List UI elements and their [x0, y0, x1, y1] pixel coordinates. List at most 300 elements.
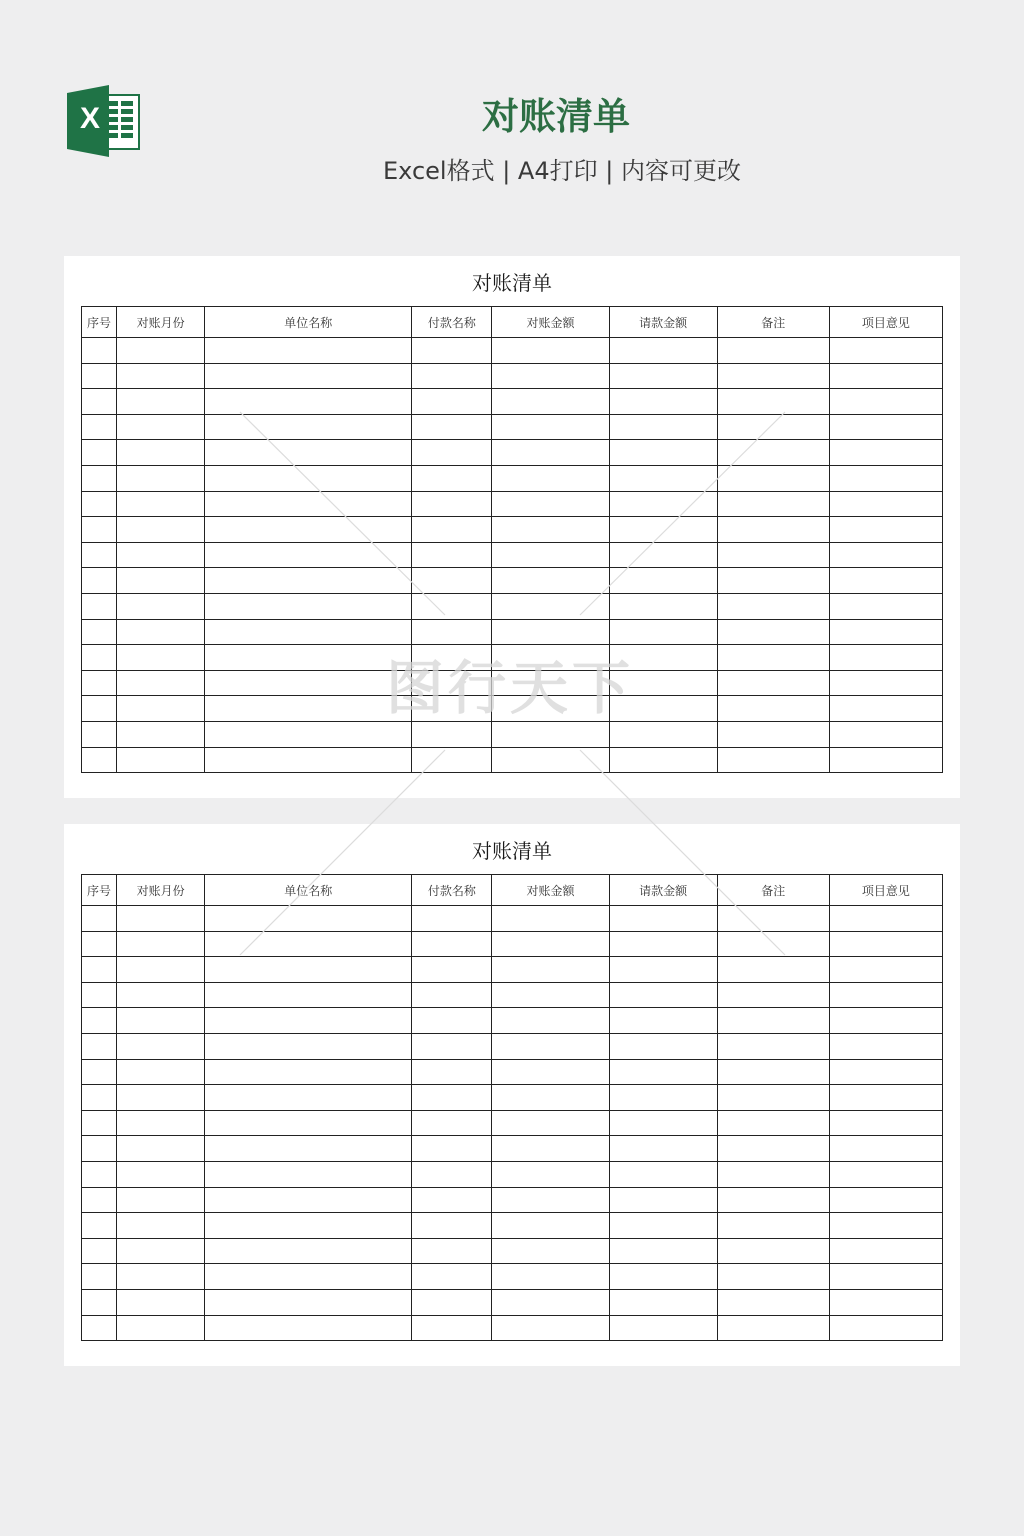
table-cell[interactable] — [82, 906, 117, 932]
table-cell[interactable] — [492, 670, 609, 696]
table-cell[interactable] — [117, 414, 205, 440]
table-cell[interactable] — [492, 982, 609, 1008]
table-cell[interactable] — [205, 414, 412, 440]
table-cell[interactable] — [205, 1264, 412, 1290]
table-cell[interactable] — [609, 957, 717, 983]
table-cell[interactable] — [492, 1059, 609, 1085]
table-cell[interactable] — [717, 1213, 829, 1239]
table-cell[interactable] — [205, 696, 412, 722]
table-cell[interactable] — [829, 389, 942, 415]
table-cell[interactable] — [205, 1161, 412, 1187]
table-cell[interactable] — [82, 440, 117, 466]
table-cell[interactable] — [412, 1187, 492, 1213]
table-cell[interactable] — [412, 619, 492, 645]
table-row — [82, 982, 943, 1008]
table-cell[interactable] — [609, 931, 717, 957]
table-cell[interactable] — [492, 721, 609, 747]
table-cell[interactable] — [412, 491, 492, 517]
sheet-preview-1 — [64, 256, 960, 798]
table-cell[interactable] — [205, 1059, 412, 1085]
table-cell[interactable] — [205, 906, 412, 932]
table-cell[interactable] — [609, 1110, 717, 1136]
table-body — [82, 338, 943, 773]
table-cell[interactable] — [117, 721, 205, 747]
table-cell[interactable] — [412, 389, 492, 415]
table-cell[interactable] — [117, 1264, 205, 1290]
table-cell[interactable] — [829, 1008, 942, 1034]
table-cell[interactable] — [412, 1213, 492, 1239]
table-cell[interactable] — [717, 1059, 829, 1085]
table-cell[interactable] — [117, 747, 205, 773]
table-row — [82, 645, 943, 671]
table-cell[interactable] — [117, 1161, 205, 1187]
table-cell[interactable] — [829, 1033, 942, 1059]
table-cell[interactable] — [205, 491, 412, 517]
table-cell[interactable] — [117, 1289, 205, 1315]
table-cell[interactable] — [492, 957, 609, 983]
table-cell[interactable] — [82, 1213, 117, 1239]
table-cell[interactable] — [609, 1033, 717, 1059]
table-cell[interactable] — [82, 982, 117, 1008]
table-cell[interactable] — [117, 440, 205, 466]
table-cell[interactable] — [609, 982, 717, 1008]
table-cell[interactable] — [205, 1136, 412, 1162]
table-cell[interactable] — [412, 1110, 492, 1136]
table-cell[interactable] — [117, 517, 205, 543]
table-cell[interactable] — [829, 1264, 942, 1290]
table-cell[interactable] — [412, 696, 492, 722]
table-cell[interactable] — [829, 1136, 942, 1162]
table-cell[interactable] — [492, 338, 609, 364]
table-cell[interactable] — [205, 1008, 412, 1034]
table-cell[interactable] — [205, 1315, 412, 1341]
table-cell[interactable] — [717, 338, 829, 364]
table-cell[interactable] — [412, 1085, 492, 1111]
table-cell[interactable] — [717, 1008, 829, 1034]
table-cell[interactable] — [609, 696, 717, 722]
table-cell[interactable] — [492, 542, 609, 568]
table-cell[interactable] — [117, 1315, 205, 1341]
table-cell[interactable] — [829, 1085, 942, 1111]
table-cell[interactable] — [82, 1264, 117, 1290]
table-row — [82, 1059, 943, 1085]
table-cell[interactable] — [205, 1238, 412, 1264]
table-cell[interactable] — [412, 906, 492, 932]
table-cell[interactable] — [412, 1315, 492, 1341]
table-cell[interactable] — [717, 491, 829, 517]
table-cell[interactable] — [829, 1315, 942, 1341]
table-cell[interactable] — [82, 1238, 117, 1264]
table-cell[interactable] — [412, 1136, 492, 1162]
table-cell[interactable] — [412, 363, 492, 389]
table-cell[interactable] — [412, 517, 492, 543]
table-cell[interactable] — [609, 414, 717, 440]
table-cell[interactable] — [117, 619, 205, 645]
table-cell[interactable] — [829, 721, 942, 747]
table-cell[interactable] — [205, 619, 412, 645]
table-cell[interactable] — [117, 1008, 205, 1034]
table-cell[interactable] — [717, 1033, 829, 1059]
table-cell[interactable] — [82, 645, 117, 671]
table-cell[interactable] — [717, 1187, 829, 1213]
table-cell[interactable] — [717, 440, 829, 466]
table-cell[interactable] — [829, 670, 942, 696]
table-cell[interactable] — [717, 982, 829, 1008]
table-cell[interactable] — [82, 517, 117, 543]
table-cell[interactable] — [717, 906, 829, 932]
table-cell[interactable] — [117, 568, 205, 594]
table-cell[interactable] — [205, 389, 412, 415]
excel-logo-letter: X — [79, 102, 100, 135]
table-cell[interactable] — [829, 931, 942, 957]
table-cell[interactable] — [492, 593, 609, 619]
table-cell[interactable] — [609, 1238, 717, 1264]
table-cell[interactable] — [82, 542, 117, 568]
table-cell[interactable] — [492, 440, 609, 466]
table-cell[interactable] — [829, 906, 942, 932]
table-cell[interactable] — [829, 982, 942, 1008]
table-cell[interactable] — [829, 491, 942, 517]
table-cell[interactable] — [82, 568, 117, 594]
table-cell[interactable] — [829, 1213, 942, 1239]
table-cell[interactable] — [117, 696, 205, 722]
table-cell[interactable] — [492, 1289, 609, 1315]
table-cell[interactable] — [117, 1085, 205, 1111]
table-cell[interactable] — [412, 957, 492, 983]
table-cell[interactable] — [492, 517, 609, 543]
page-title: 对账清单 — [482, 95, 630, 138]
table-cell[interactable] — [82, 491, 117, 517]
table-cell[interactable] — [117, 542, 205, 568]
table-cell[interactable] — [492, 1213, 609, 1239]
table-cell[interactable] — [117, 957, 205, 983]
table-cell[interactable] — [492, 906, 609, 932]
table-cell[interactable] — [717, 389, 829, 415]
table-cell[interactable] — [412, 982, 492, 1008]
table-cell[interactable] — [829, 414, 942, 440]
table-cell[interactable] — [829, 568, 942, 594]
table-row — [82, 931, 943, 957]
table-cell[interactable] — [717, 1110, 829, 1136]
table-cell[interactable] — [609, 747, 717, 773]
table-cell[interactable] — [717, 931, 829, 957]
table-cell[interactable] — [205, 465, 412, 491]
table-cell[interactable] — [412, 1008, 492, 1034]
table-cell[interactable] — [492, 1315, 609, 1341]
table-row — [82, 747, 943, 773]
table-cell[interactable] — [82, 1315, 117, 1341]
table-cell[interactable] — [609, 906, 717, 932]
table-cell[interactable] — [492, 696, 609, 722]
table-cell[interactable] — [829, 363, 942, 389]
table-cell[interactable] — [492, 619, 609, 645]
table-cell[interactable] — [717, 1238, 829, 1264]
table-cell[interactable] — [717, 696, 829, 722]
table-cell[interactable] — [82, 1187, 117, 1213]
table-cell[interactable] — [609, 593, 717, 619]
table-cell[interactable] — [609, 338, 717, 364]
table-cell[interactable] — [492, 1238, 609, 1264]
table-cell[interactable] — [205, 1289, 412, 1315]
table-cell[interactable] — [117, 931, 205, 957]
table-cell[interactable] — [717, 1264, 829, 1290]
table-row — [82, 1033, 943, 1059]
table-cell[interactable] — [82, 465, 117, 491]
table-cell[interactable] — [117, 491, 205, 517]
table-cell[interactable] — [717, 1085, 829, 1111]
table-cell[interactable] — [205, 593, 412, 619]
table-cell[interactable] — [609, 1008, 717, 1034]
table-cell[interactable] — [492, 1008, 609, 1034]
table-cell[interactable] — [717, 414, 829, 440]
table-cell[interactable] — [412, 721, 492, 747]
table-cell[interactable] — [829, 593, 942, 619]
table-cell[interactable] — [609, 542, 717, 568]
table-cell[interactable] — [117, 363, 205, 389]
table-cell[interactable] — [609, 1187, 717, 1213]
table-cell[interactable] — [717, 1161, 829, 1187]
table-cell[interactable] — [82, 619, 117, 645]
column-header-requested-amount: 请款金额 — [609, 875, 717, 906]
table-cell[interactable] — [205, 645, 412, 671]
table-cell[interactable] — [412, 414, 492, 440]
table-cell[interactable] — [82, 670, 117, 696]
table-cell[interactable] — [82, 1059, 117, 1085]
table-cell[interactable] — [609, 389, 717, 415]
table-cell[interactable] — [412, 931, 492, 957]
table-row — [82, 517, 943, 543]
table-cell[interactable] — [609, 1059, 717, 1085]
table-row — [82, 619, 943, 645]
table-cell[interactable] — [82, 414, 117, 440]
table-cell[interactable] — [117, 906, 205, 932]
table-cell[interactable] — [492, 931, 609, 957]
table-cell[interactable] — [492, 414, 609, 440]
table-cell[interactable] — [82, 931, 117, 957]
table-cell[interactable] — [205, 363, 412, 389]
table-cell[interactable] — [609, 568, 717, 594]
table-cell[interactable] — [492, 1085, 609, 1111]
table-cell[interactable] — [609, 491, 717, 517]
table-cell[interactable] — [829, 957, 942, 983]
table-cell[interactable] — [117, 1059, 205, 1085]
table-cell[interactable] — [82, 593, 117, 619]
table-cell[interactable] — [205, 1033, 412, 1059]
table-cell[interactable] — [82, 363, 117, 389]
table-cell[interactable] — [609, 1289, 717, 1315]
table-cell[interactable] — [829, 338, 942, 364]
table-cell[interactable] — [829, 1110, 942, 1136]
table-cell[interactable] — [829, 645, 942, 671]
table-cell[interactable] — [492, 1110, 609, 1136]
table-cell[interactable] — [492, 1264, 609, 1290]
sheet-title: 对账清单 — [472, 839, 552, 863]
table-row — [82, 491, 943, 517]
table-cell[interactable] — [829, 542, 942, 568]
table-cell[interactable] — [412, 670, 492, 696]
table-cell[interactable] — [412, 542, 492, 568]
table-cell[interactable] — [717, 1136, 829, 1162]
table-cell[interactable] — [717, 517, 829, 543]
table-cell[interactable] — [717, 670, 829, 696]
table-cell[interactable] — [717, 1315, 829, 1341]
table-cell[interactable] — [117, 1033, 205, 1059]
table-cell[interactable] — [492, 389, 609, 415]
table-cell[interactable] — [205, 1213, 412, 1239]
table-cell[interactable] — [82, 338, 117, 364]
table-cell[interactable] — [205, 1187, 412, 1213]
table-cell[interactable] — [82, 1085, 117, 1111]
table-cell[interactable] — [492, 465, 609, 491]
table-cell[interactable] — [829, 1187, 942, 1213]
table-cell[interactable] — [117, 645, 205, 671]
table-cell[interactable] — [717, 465, 829, 491]
table-cell[interactable] — [609, 1085, 717, 1111]
table-cell[interactable] — [82, 389, 117, 415]
table-cell[interactable] — [205, 982, 412, 1008]
table-cell[interactable] — [492, 1033, 609, 1059]
table-cell[interactable] — [412, 1264, 492, 1290]
table-cell[interactable] — [829, 747, 942, 773]
table-cell[interactable] — [492, 491, 609, 517]
table-cell[interactable] — [829, 1161, 942, 1187]
table-cell[interactable] — [717, 542, 829, 568]
table-cell[interactable] — [717, 957, 829, 983]
table-cell[interactable] — [492, 1136, 609, 1162]
table-cell[interactable] — [205, 670, 412, 696]
table-cell[interactable] — [205, 1110, 412, 1136]
table-cell[interactable] — [412, 338, 492, 364]
table-cell[interactable] — [117, 465, 205, 491]
table-cell[interactable] — [205, 517, 412, 543]
table-cell[interactable] — [117, 1136, 205, 1162]
table-cell[interactable] — [492, 568, 609, 594]
table-cell[interactable] — [717, 1289, 829, 1315]
table-cell[interactable] — [117, 338, 205, 364]
table-row — [82, 1187, 943, 1213]
table-cell[interactable] — [117, 593, 205, 619]
column-header-month: 对账月份 — [117, 875, 205, 906]
table-cell[interactable] — [609, 440, 717, 466]
table-cell[interactable] — [609, 1213, 717, 1239]
table-header-row — [82, 307, 943, 338]
table-cell[interactable] — [609, 1264, 717, 1290]
table-cell[interactable] — [205, 747, 412, 773]
table-cell[interactable] — [412, 645, 492, 671]
column-header-company: 单位名称 — [205, 875, 412, 906]
table-row — [82, 1110, 943, 1136]
table-cell[interactable] — [829, 465, 942, 491]
table-cell[interactable] — [492, 1187, 609, 1213]
table-cell[interactable] — [609, 465, 717, 491]
table-cell[interactable] — [82, 1136, 117, 1162]
table-cell[interactable] — [717, 619, 829, 645]
table-cell[interactable] — [117, 1187, 205, 1213]
table-cell[interactable] — [609, 619, 717, 645]
table-cell[interactable] — [117, 1238, 205, 1264]
table-cell[interactable] — [609, 363, 717, 389]
table-cell[interactable] — [609, 645, 717, 671]
table-cell[interactable] — [117, 670, 205, 696]
table-cell[interactable] — [412, 1289, 492, 1315]
table-cell[interactable] — [829, 619, 942, 645]
table-cell[interactable] — [609, 1315, 717, 1341]
table-cell[interactable] — [205, 931, 412, 957]
table-cell[interactable] — [717, 363, 829, 389]
table-row — [82, 440, 943, 466]
table-cell[interactable] — [205, 542, 412, 568]
table-cell[interactable] — [492, 1161, 609, 1187]
table-cell[interactable] — [412, 1238, 492, 1264]
table-cell[interactable] — [412, 1033, 492, 1059]
table-cell[interactable] — [412, 747, 492, 773]
table-cell[interactable] — [717, 747, 829, 773]
table-cell[interactable] — [82, 1289, 117, 1315]
table-cell[interactable] — [609, 670, 717, 696]
table-cell[interactable] — [205, 568, 412, 594]
column-header-payee: 付款名称 — [412, 307, 492, 338]
table-cell[interactable] — [82, 747, 117, 773]
table-cell[interactable] — [492, 645, 609, 671]
table-cell[interactable] — [82, 721, 117, 747]
table-cell[interactable] — [492, 363, 609, 389]
table-cell[interactable] — [412, 593, 492, 619]
table-cell[interactable] — [82, 1033, 117, 1059]
table-cell[interactable] — [82, 1008, 117, 1034]
table-cell[interactable] — [717, 568, 829, 594]
column-header-month: 对账月份 — [117, 307, 205, 338]
table-cell[interactable] — [205, 440, 412, 466]
table-cell[interactable] — [117, 389, 205, 415]
table-cell[interactable] — [412, 568, 492, 594]
table-cell[interactable] — [117, 1110, 205, 1136]
table-cell[interactable] — [205, 721, 412, 747]
table-cell[interactable] — [412, 465, 492, 491]
table-cell[interactable] — [717, 593, 829, 619]
table-cell[interactable] — [829, 1289, 942, 1315]
table-cell[interactable] — [717, 645, 829, 671]
table-cell[interactable] — [829, 1059, 942, 1085]
table-cell[interactable] — [205, 957, 412, 983]
table-cell[interactable] — [117, 982, 205, 1008]
table-cell[interactable] — [609, 1161, 717, 1187]
table-cell[interactable] — [829, 517, 942, 543]
table-cell[interactable] — [117, 1213, 205, 1239]
table-cell[interactable] — [82, 957, 117, 983]
table-cell[interactable] — [609, 721, 717, 747]
column-header-requested-amount: 请款金额 — [609, 307, 717, 338]
table-cell[interactable] — [829, 696, 942, 722]
table-cell[interactable] — [205, 1085, 412, 1111]
table-cell[interactable] — [412, 440, 492, 466]
table-cell[interactable] — [82, 1161, 117, 1187]
table-cell[interactable] — [717, 721, 829, 747]
page-subtitle: Excel格式 | A4打印 | 内容可更改 — [383, 157, 741, 185]
table-cell[interactable] — [609, 517, 717, 543]
table-cell[interactable] — [412, 1059, 492, 1085]
table-cell[interactable] — [82, 696, 117, 722]
table-cell[interactable] — [205, 338, 412, 364]
table-cell[interactable] — [412, 1161, 492, 1187]
table-cell[interactable] — [829, 440, 942, 466]
table-row — [82, 1136, 943, 1162]
column-header-payee: 付款名称 — [412, 875, 492, 906]
table-cell[interactable] — [609, 1136, 717, 1162]
table-cell[interactable] — [492, 747, 609, 773]
table-cell[interactable] — [829, 1238, 942, 1264]
table-body — [82, 906, 943, 1341]
table-cell[interactable] — [82, 1110, 117, 1136]
